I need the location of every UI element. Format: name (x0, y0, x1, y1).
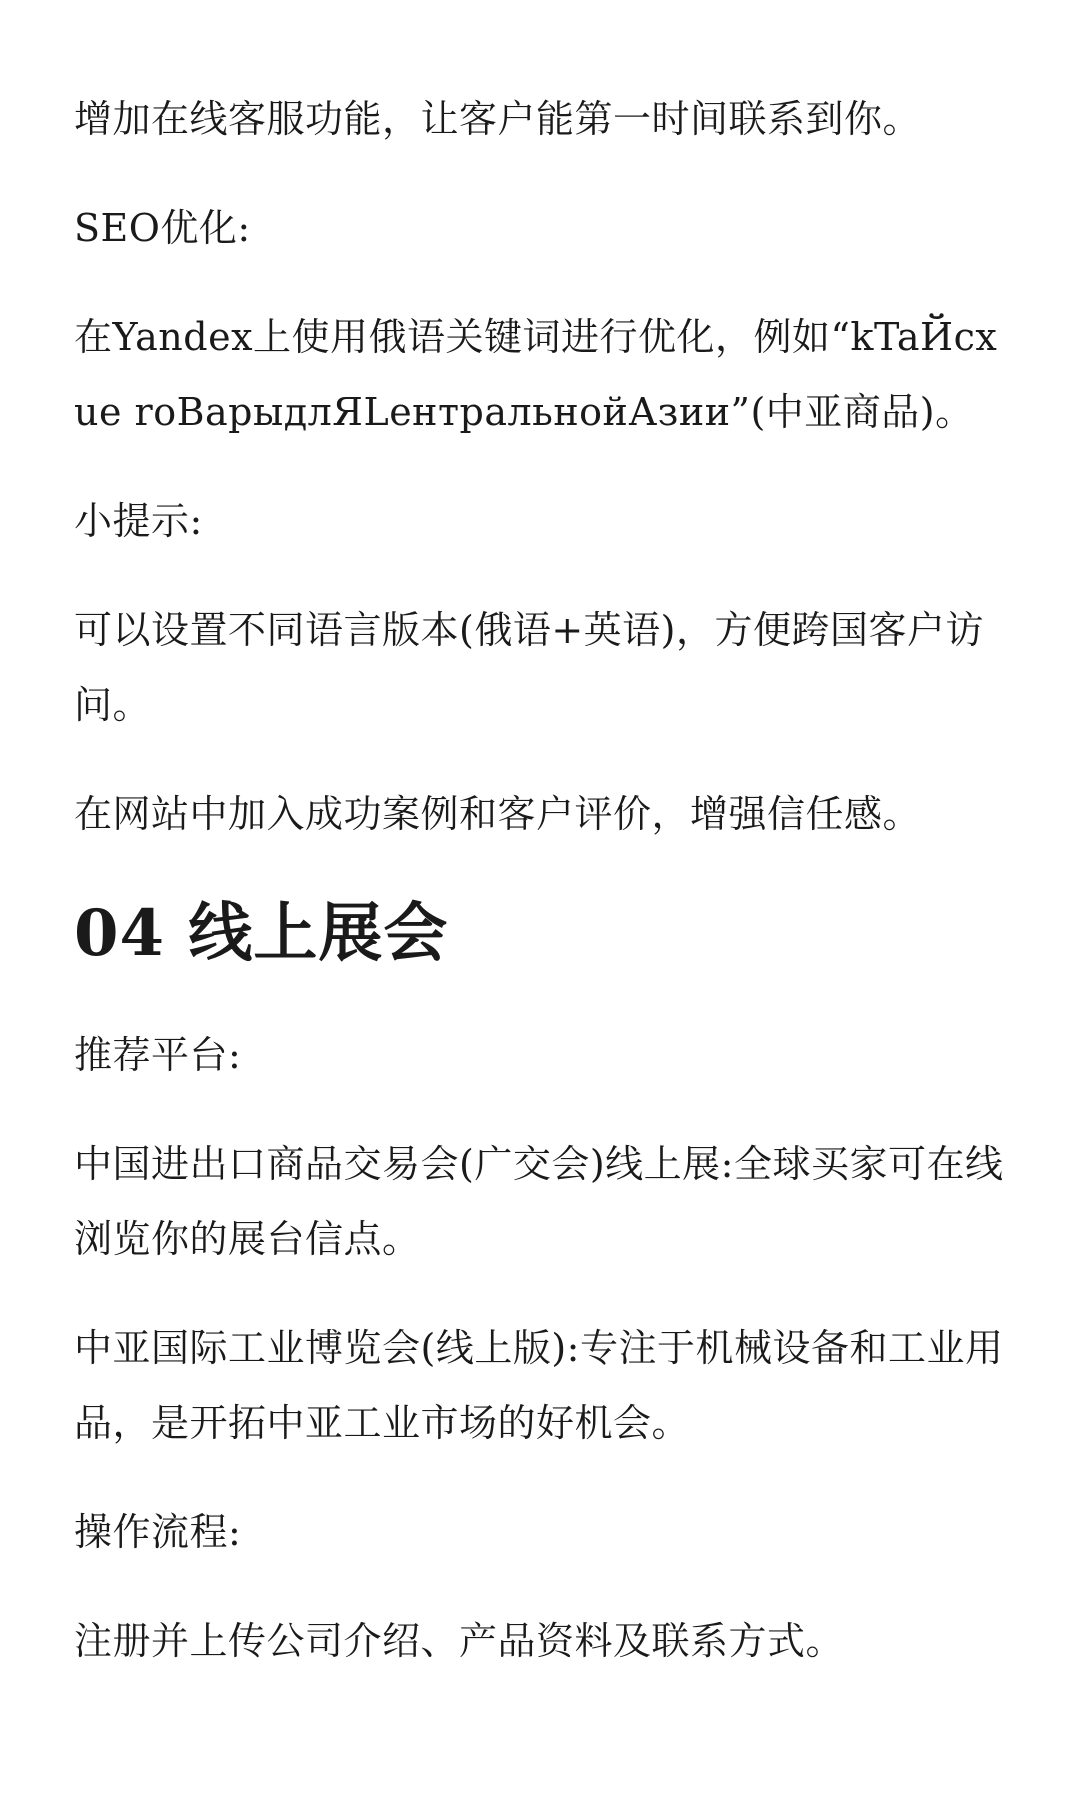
label-process: 操作流程: (74, 1510, 242, 1554)
section-heading: 04 线上展会 (74, 896, 449, 971)
paragraph-online-support: 增加在线客服功能，让客户能第一时间联系到你。 (74, 97, 922, 141)
paragraph-canton-fair: 中国进出口商品交易会(广交会)线上展:全球买家可在线浏览你的展台信点。 (74, 1142, 1004, 1261)
paragraph-cases: 在网站中加入成功案例和客户评价，增强信任感。 (74, 792, 922, 836)
paragraph-industrial-expo: 中亚国际工业博览会(线上版):专注于机械设备和工业用品，是开拓中亚工业市场的好机会。 (74, 1326, 1004, 1445)
label-platforms: 推荐平台: (74, 1033, 242, 1077)
paragraph-yandex: 在Yandex上使用俄语关键词进行优化，例如“kTaЙcxue roВарыдлЯLентральнойАзии”(中亚商品)。 (74, 315, 998, 434)
label-seo: SEO优化: (74, 206, 251, 250)
paragraph-languages: 可以设置不同语言版本(俄语+英语)，方便跨国客户访问。 (74, 608, 984, 727)
label-tip: 小提示: (74, 499, 203, 543)
paragraph-register: 注册并上传公司介绍、产品资料及联系方式。 (74, 1619, 845, 1663)
